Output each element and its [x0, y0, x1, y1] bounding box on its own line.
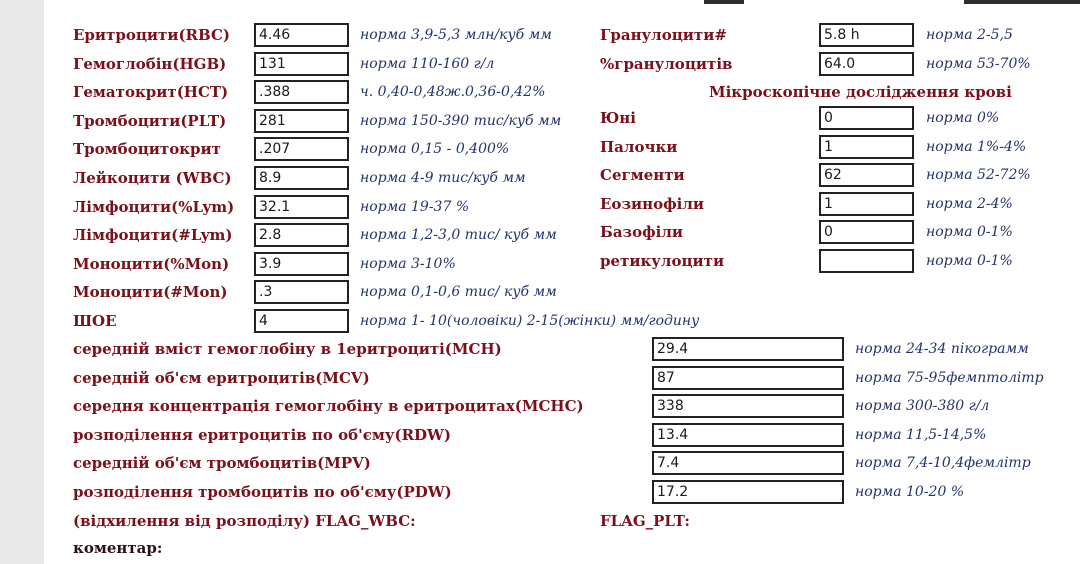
result-value-field[interactable]: 281: [254, 109, 349, 133]
row-label: ретикулоцити: [600, 252, 725, 270]
row-label: Тромбоцитокрит: [73, 140, 221, 158]
row-label: Моноцити(%Mon): [73, 255, 230, 273]
row-label: середній об'єм тромбоцитів(MPV): [73, 454, 371, 472]
flag-plt-label: FLAG_PLT:: [600, 512, 690, 530]
row-label: Лімфоцити(%Lym): [73, 198, 235, 216]
reference-range: норма 52-72%: [926, 167, 1031, 183]
result-value-field[interactable]: 131: [254, 52, 349, 76]
reference-range: норма 0-1%: [926, 224, 1013, 240]
row-label: розподілення тромбоцитів по об'єму(PDW): [73, 483, 452, 501]
row-label: Палочки: [600, 138, 678, 156]
result-value-field[interactable]: 64.0: [819, 52, 914, 76]
result-value-field[interactable]: 1: [819, 135, 914, 159]
reference-range: норма 11,5-14,5%: [855, 427, 987, 443]
result-value-field[interactable]: 4.46: [254, 23, 349, 47]
row-label: Тромбоцити(PLT): [73, 112, 227, 130]
reference-range: норма 2-5,5: [926, 27, 1013, 43]
result-value-field[interactable]: 62: [819, 163, 914, 187]
reference-range: норма 110-160 г/л: [360, 56, 495, 72]
row-label: Базофіли: [600, 223, 684, 241]
reference-range: ч. 0,40-0,48ж.0,36-0,42%: [360, 84, 546, 100]
result-value-field[interactable]: 3.9: [254, 252, 349, 276]
result-value-field[interactable]: 8.9: [254, 166, 349, 190]
result-value-field[interactable]: .3: [254, 280, 349, 304]
result-value-field[interactable]: [819, 249, 914, 273]
result-value-field[interactable]: .388: [254, 80, 349, 104]
reference-range: норма 24-34 пікограмм: [855, 341, 1029, 357]
row-label: Лімфоцити(#Lym): [73, 226, 233, 244]
row-label: Еозинофіли: [600, 195, 705, 213]
result-value-field[interactable]: 7.4: [652, 451, 844, 475]
result-value-field[interactable]: 4: [254, 309, 349, 333]
top-border-fragment: [964, 0, 1080, 4]
result-value-field[interactable]: 5.8 h: [819, 23, 914, 47]
result-value-field[interactable]: 2.8: [254, 223, 349, 247]
row-label: Гранулоцити#: [600, 26, 727, 44]
row-label: Лейкоцити (WBC): [73, 169, 232, 187]
result-value-field[interactable]: 32.1: [254, 195, 349, 219]
reference-range: норма 300-380 г/л: [855, 398, 990, 414]
result-value-field[interactable]: 29.4: [652, 337, 844, 361]
reference-range: норма 75-95фемптолітр: [855, 370, 1044, 386]
reference-range: норма 7,4-10,4фемлітр: [855, 455, 1031, 471]
reference-range: норма 1- 10(чоловіки) 2-15(жінки) мм/годину: [360, 313, 700, 329]
reference-range: норма 0,1-0,6 тис/ куб мм: [360, 284, 557, 300]
row-label: Моноцити(#Mon): [73, 283, 228, 301]
row-label: %гранулоцитів: [600, 55, 733, 73]
result-value-field[interactable]: 17.2: [652, 480, 844, 504]
row-label: розподілення еритроцитів по об'єму(RDW): [73, 426, 452, 444]
result-value-field[interactable]: 0: [819, 220, 914, 244]
reference-range: норма 10-20 %: [855, 484, 965, 500]
row-label: Юні: [600, 109, 636, 127]
comment-label: коментар:: [73, 539, 163, 557]
result-value-field[interactable]: 87: [652, 366, 844, 390]
reference-range: норма 53-70%: [926, 56, 1031, 72]
result-value-field[interactable]: 338: [652, 394, 844, 418]
reference-range: норма 4-9 тис/куб мм: [360, 170, 526, 186]
reference-range: норма 0,15 - 0,400%: [360, 141, 510, 157]
reference-range: норма 2-4%: [926, 196, 1013, 212]
reference-range: норма 0-1%: [926, 253, 1013, 269]
row-label: Гемоглобін(HGB): [73, 55, 227, 73]
reference-range: норма 19-37 %: [360, 199, 470, 215]
row-label: Сегменти: [600, 166, 685, 184]
reference-range: норма 3,9-5,3 млн/куб мм: [360, 27, 552, 43]
row-label: Еритроцити(RBC): [73, 26, 231, 44]
flag-wbc-label: (відхилення від розподілу) FLAG_WBC:: [73, 512, 416, 530]
result-value-field[interactable]: 1: [819, 192, 914, 216]
row-label: Гематокрит(НСТ): [73, 83, 229, 101]
row-label: ШОЕ: [73, 312, 117, 330]
result-value-field[interactable]: .207: [254, 137, 349, 161]
row-label: середній вміст гемоглобіну в 1еритроциті(MCH): [73, 340, 502, 358]
reference-range: норма 1%-4%: [926, 139, 1027, 155]
row-label: середня концентрація гемоглобіну в еритроцитах(MCHC): [73, 397, 584, 415]
top-border-fragment: [704, 0, 744, 4]
reference-range: норма 3-10%: [360, 256, 456, 272]
reference-range: норма 1,2-3,0 тис/ куб мм: [360, 227, 557, 243]
result-value-field[interactable]: 0: [819, 106, 914, 130]
reference-range: норма 0%: [926, 110, 1000, 126]
section-heading: Мікроскопічне дослідження крові: [709, 83, 1012, 101]
reference-range: норма 150-390 тис/куб мм: [360, 113, 562, 129]
result-value-field[interactable]: 13.4: [652, 423, 844, 447]
row-label: середній об'єм еритроцитів(MCV): [73, 369, 370, 387]
